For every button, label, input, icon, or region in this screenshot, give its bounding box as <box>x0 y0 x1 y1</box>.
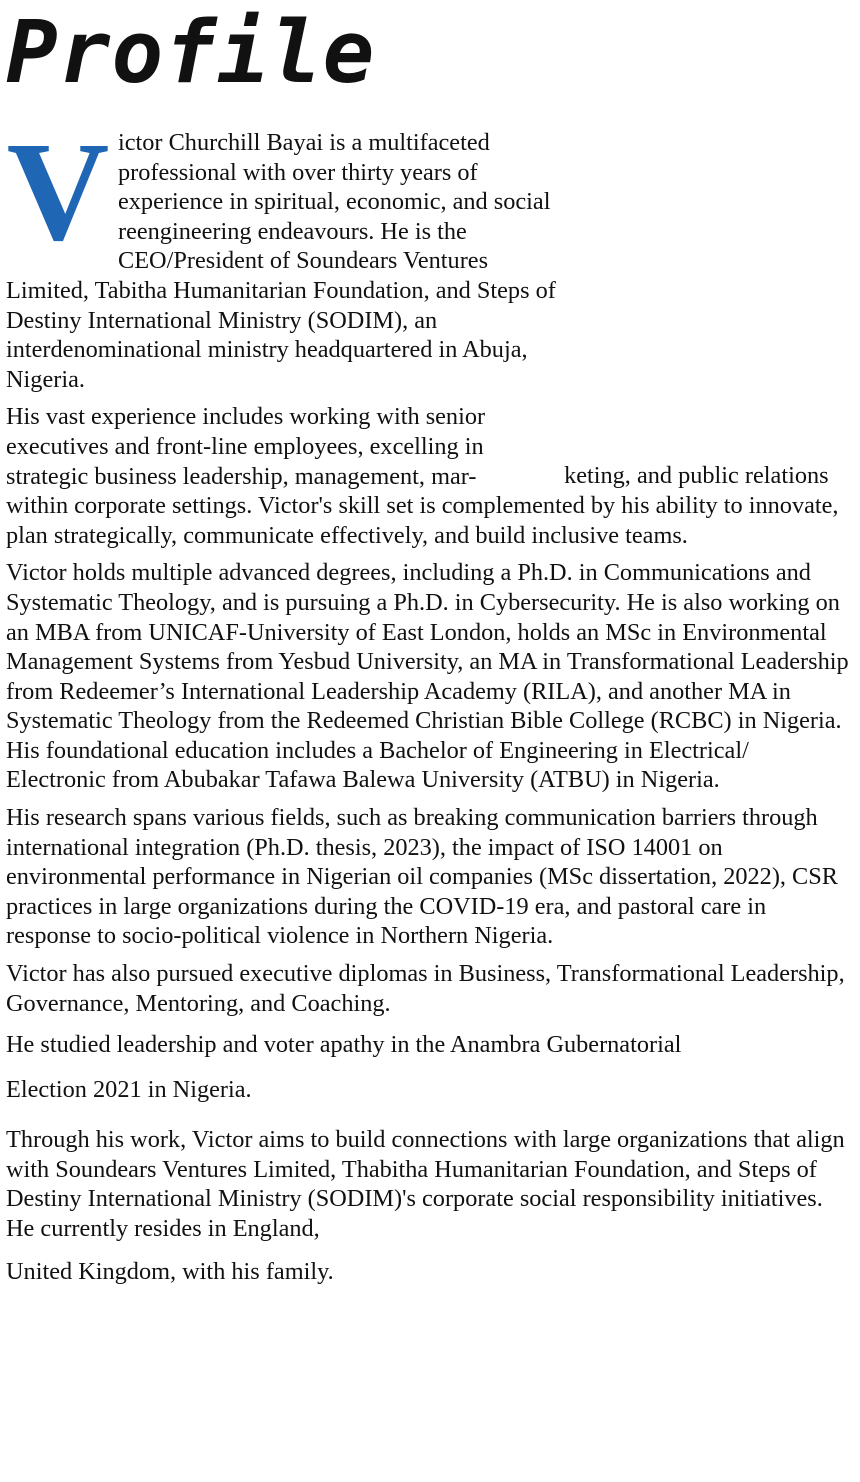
diplomas-paragraph: Victor has also pursued executive diplomas in Business, Transformational Leadership, Governance, Mentoring, and Coaching. <box>6 960 845 1017</box>
drop-cap-letter: V <box>6 112 110 270</box>
experience-text-narrow: His vast experience includes working with senior executives and front-line employees, excelling in strategic business leadership, management, mar- <box>6 403 486 490</box>
closing-paragraph <box>6 1125 852 1286</box>
intro-block <box>6 112 564 394</box>
closing-last-line: United Kingdom, with his family. <box>6 1257 334 1285</box>
research-paragraph: His research spans various fields, such as breaking communication barriers through international integration (Ph.D. thesis, 2023), the impact of ISO 14001 on environmental performance in Nigerian oil companies (MSc dissertation, 2022), CSR practices in large organizations during the COVID-19 era, and pastoral care in response to socio-political violence in Northern Nigeria. <box>6 804 838 950</box>
profile-page <box>6 0 852 1294</box>
voter-apathy-line-1: He studied leadership and voter apathy in the Anambra Gubernatorial <box>6 1031 682 1059</box>
page-title: Profile <box>6 3 376 103</box>
closing-text: Through his work, Victor aims to build connections with large organizations that align with Soundears Ventures Limited, Thabitha Humanitarian Foundation, and Steps of Destiny International Ministry (SODIM)'s corporate social responsibility initiatives. He currently resides in England, <box>6 1126 845 1242</box>
education-paragraph: Victor holds multiple advanced degrees, including a Ph.D. in Communications and Systematic Theology, and is pursuing a Ph.D. in Cybersecurity. He is also working on an MBA from UNICAF-University of East London, holds an MSc in Environmental Management Systems from Yesbud University, an MA in Transformational Leadership from Redeemer’s International Leadership Academy (RILA), and another MA in Systematic Theology from the Redeemed Christian Bible College (RCBC) in Nigeria. His foundational education includes a Bachelor of Engineering in Electrical/ Electronic from Abubakar Tafawa Balewa University (ATBU) in Nigeria. <box>6 559 849 794</box>
experience-text-wide: keting, and public relations within corporate settings. Victor's skill set is complemented by his ability to innovate, plan strategically, communicate effectively, and build inclusive teams. <box>6 462 839 549</box>
intro-paragraph <box>6 112 564 394</box>
voter-apathy-paragraph <box>6 1026 852 1117</box>
profile-body <box>6 112 852 1286</box>
intro-text: ictor Churchill Bayai is a multifaceted professional with over thirty years of experience in spiritual, economic, and social reengineering endeavours. He is the CEO/President of Soundears Ventures Limited, Tabitha Humanitarian Foundation, and Steps of Destiny International Ministry (SODIM), an interdenominational ministry headquartered in Abuja, Nigeria. <box>6 129 556 393</box>
voter-apathy-line-2: Election 2021 in Nigeria. <box>6 1076 252 1104</box>
experience-paragraph <box>6 402 852 550</box>
